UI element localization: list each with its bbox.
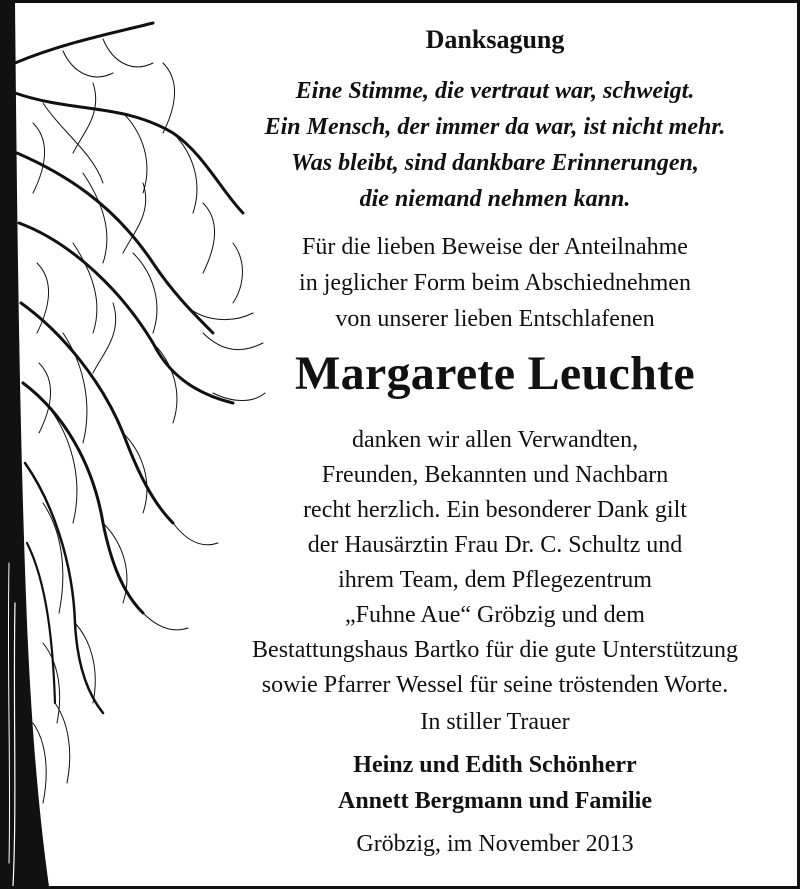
body-line: sowie Pfarrer Wessel für seine tröstenden Worte. <box>261 672 729 698</box>
memorial-poem <box>193 73 797 217</box>
mourning-intro: In stiller Trauer <box>420 709 570 735</box>
thanks-body <box>193 423 797 703</box>
intro-line: Für die lieben Beweise der Anteilnahme <box>302 234 688 260</box>
intro-line: in jeglicher Form beim Abschiednehmen <box>299 270 691 296</box>
body-line: „Fuhne Aue“ Gröbzig und dem <box>345 602 645 628</box>
body-line: der Hausärztin Frau Dr. C. Schultz und <box>307 532 683 558</box>
place-date: Gröbzig, im November 2013 <box>356 831 634 857</box>
body-line: Freunden, Bekannten und Nachbarn <box>321 462 669 488</box>
signatories <box>193 747 797 819</box>
thanks-intro <box>193 229 797 337</box>
signatory: Heinz und Edith Schönherr <box>353 752 637 778</box>
body-line: Bestattungshaus Bartko für die gute Unterstützung <box>252 637 738 663</box>
body-line: danken wir allen Verwandten, <box>351 427 639 453</box>
signatory: Annett Bergmann und Familie <box>337 788 652 814</box>
poem-line: Was bleibt, sind dankbare Erinnerungen, <box>291 150 699 176</box>
notice-heading: Danksagung <box>425 25 565 54</box>
body-line: ihrem Team, dem Pflegezentrum <box>338 567 652 593</box>
body-line: recht herzlich. Ein besonderer Dank gilt <box>303 497 687 523</box>
intro-line: von unserer lieben Entschlafenen <box>335 306 655 332</box>
poem-line: die niemand nehmen kann. <box>359 186 631 212</box>
poem-line: Eine Stimme, die vertraut war, schweigt. <box>295 78 695 104</box>
poem-line: Ein Mensch, der immer da war, ist nicht mehr. <box>264 114 726 140</box>
deceased-name: Margarete Leuchte <box>294 347 696 400</box>
